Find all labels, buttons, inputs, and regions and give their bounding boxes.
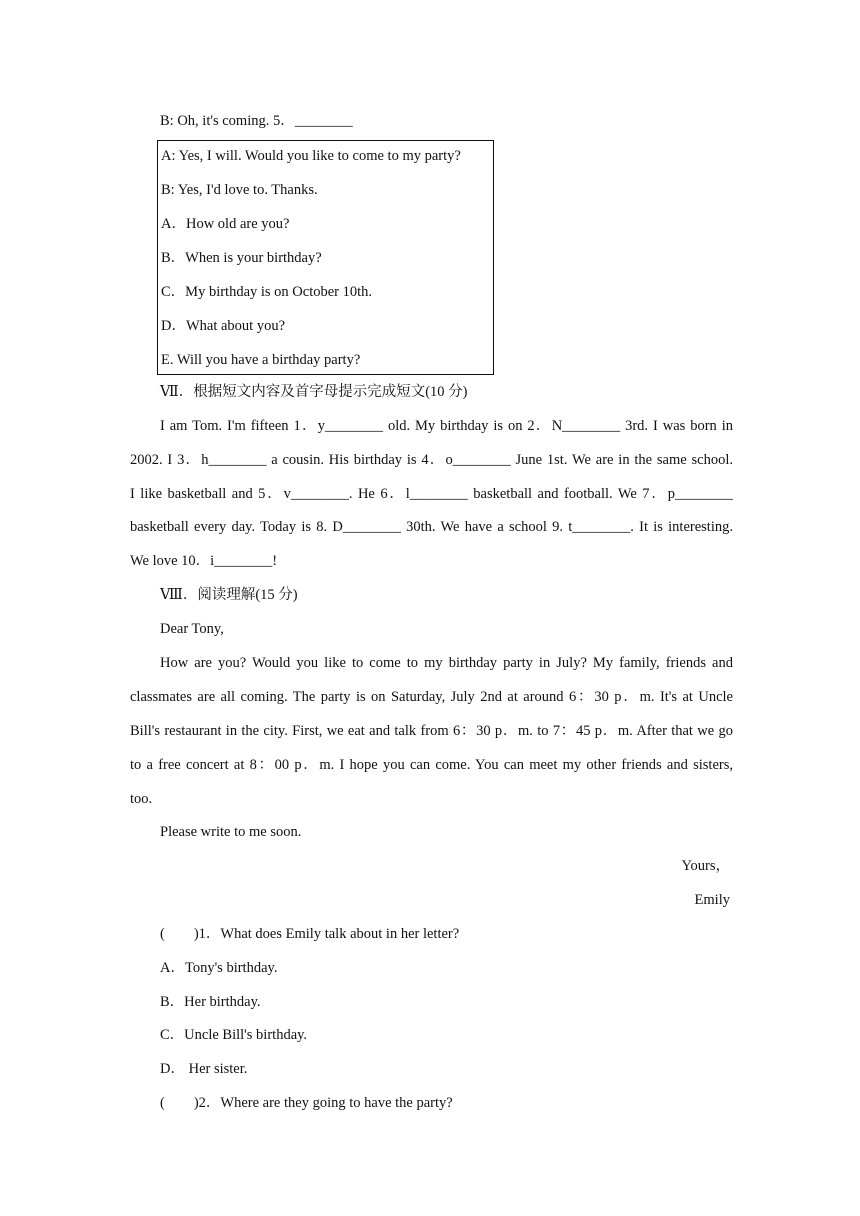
letter-line-4: to a free concert at 8：00 p．m. I hope you can come. You can meet my other friends and sisters, bbox=[130, 757, 733, 773]
cloze-line-4: basketball every day. Today is 8. D________ 30th. We have a school 9. t________. It is interesting. bbox=[130, 519, 733, 535]
dialogue-options-box bbox=[157, 140, 494, 375]
letter-closing-request: Please write to me soon. bbox=[160, 824, 302, 840]
box-option-b: B．When is your birthday? bbox=[161, 250, 322, 266]
letter-line-2: classmates are all coming. The party is on Saturday, July 2nd at around 6：30 p．m. It's at Uncle bbox=[130, 689, 733, 705]
letter-line-1: How are you? Would you like to come to my birthday party in July? My family, friends and bbox=[160, 655, 733, 671]
box-option-a: A．How old are you? bbox=[161, 216, 290, 232]
cloze-line-2: 2002. I 3．h________ a cousin. His birthday is 4．o________ June 1st. We are in the same school. bbox=[130, 452, 733, 468]
question-1-option-c: C．Uncle Bill's birthday. bbox=[160, 1027, 308, 1043]
question-1-stem: ( )1．What does Emily talk about in her letter? bbox=[160, 926, 460, 942]
dialogue-line-b: B: Oh, it's coming. 5．________ bbox=[160, 113, 353, 129]
cloze-line-5: We love 10．i________! bbox=[130, 553, 278, 569]
box-line-a: A: Yes, I will. Would you like to come to my party? bbox=[161, 148, 461, 164]
cloze-line-1: I am Tom. I'm fifteen 1．y________ old. My birthday is on 2．N________ 3rd. I was born in bbox=[160, 418, 733, 434]
box-option-d: D．What about you? bbox=[161, 318, 286, 334]
cloze-line-3: I like basketball and 5．v________. He 6．l________ basketball and football. We 7．p________ bbox=[130, 486, 733, 502]
question-2-stem: ( )2．Where are they going to have the party? bbox=[160, 1095, 453, 1111]
box-line-b: B: Yes, I'd love to. Thanks. bbox=[161, 182, 318, 198]
question-1-option-a: A．Tony's birthday. bbox=[160, 960, 278, 976]
section-7-heading: Ⅶ．根据短文内容及首字母提示完成短文(10 分) bbox=[160, 384, 468, 400]
section-8-heading: Ⅷ．阅读理解(15 分) bbox=[160, 587, 298, 603]
letter-line-5: too. bbox=[130, 791, 153, 807]
letter-salutation: Dear Tony, bbox=[160, 621, 224, 637]
letter-line-3: Bill's restaurant in the city. First, we eat and talk from 6：30 p．m. to 7：45 p．m. After that we go bbox=[130, 723, 733, 739]
box-option-e: E. Will you have a birthday party? bbox=[161, 352, 361, 368]
question-1-option-b: B．Her birthday. bbox=[160, 994, 261, 1010]
box-option-c: C．My birthday is on October 10th. bbox=[161, 284, 373, 300]
letter-closing: Yours， bbox=[681, 858, 730, 874]
question-1-option-d: D． Her sister. bbox=[160, 1061, 248, 1077]
letter-signature: Emily bbox=[694, 892, 730, 908]
